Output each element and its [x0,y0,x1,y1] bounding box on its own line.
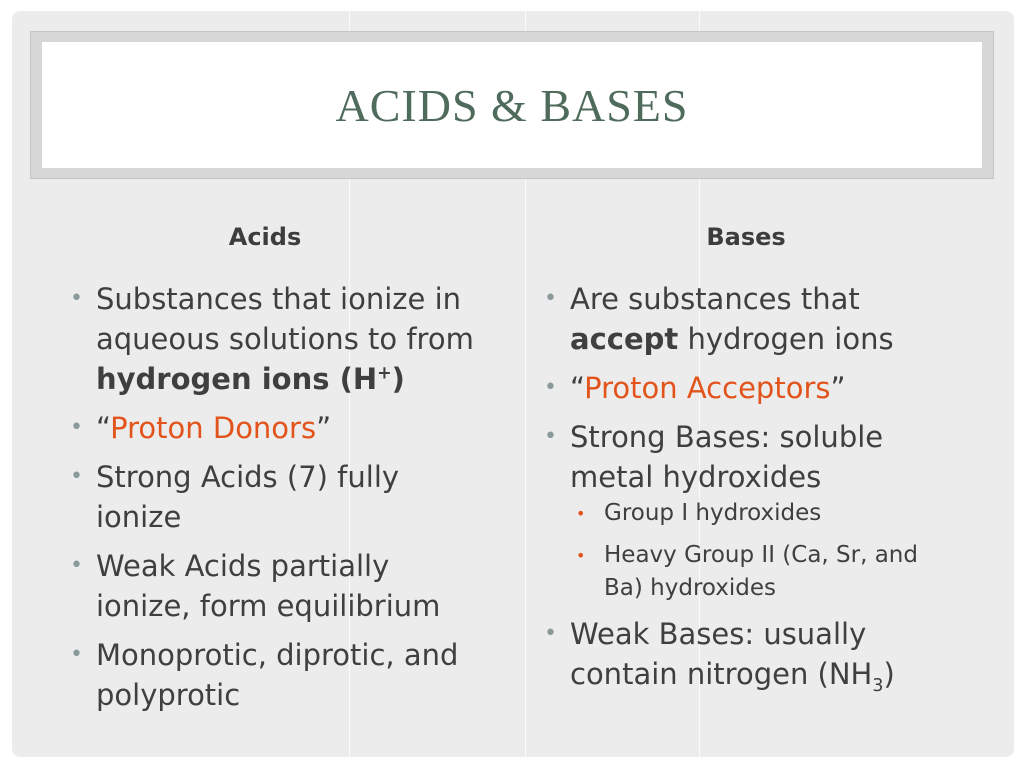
highlight-text: Proton Acceptors [584,371,831,405]
sub-bullet-icon: • [576,546,586,565]
title-box [42,42,982,168]
bullet-icon: • [70,286,83,311]
list-item: • Strong Bases: soluble metal hydroxides • Group I hydroxides • Heavy Group II (Ca, Sr, and Ba) hydroxides [544,417,944,605]
list-item: • Strong Acids (7) fully ionize [70,457,490,537]
sub-list [570,497,944,605]
list-item: • Substances that ionize in aqueous solutions to from hydrogen ions (H+) [70,279,490,399]
slide [12,11,1014,757]
list-item: • Monoprotic, diprotic, and polyprotic [70,635,490,715]
list-item: • Are substances that accept hydrogen ions [544,279,944,359]
bullet-icon: • [70,553,83,578]
acids-heading: Acids [228,223,302,251]
title-frame [30,31,994,179]
list-item: • Weak Acids partially ionize, form equilibrium [70,546,490,626]
bullet-icon: • [544,621,557,646]
list-item: • “Proton Donors” [70,408,490,448]
bullet-icon: • [544,424,557,449]
highlight-text: Proton Donors [110,411,317,445]
bullet-icon: • [544,286,557,311]
bases-column [544,279,944,703]
bases-heading: Bases [706,223,786,251]
bullet-icon: • [70,642,83,667]
bullet-icon: • [70,464,83,489]
list-item: • “Proton Acceptors” [544,368,944,408]
bullet-icon: • [544,375,557,400]
bullet-icon: • [70,415,83,440]
acids-list [70,279,490,715]
bases-list [544,279,944,694]
list-item: • Weak Bases: usually contain nitrogen $(NH_3)$ [544,614,944,694]
sub-bullet-icon: • [576,504,586,523]
acids-column [70,279,490,724]
sub-list-item: • Group I hydroxides [570,497,944,530]
slide-title: ACIDS & BASES [335,79,689,131]
sub-list-item: • Heavy Group II (Ca, Sr, and Ba) hydroxides [570,539,944,605]
